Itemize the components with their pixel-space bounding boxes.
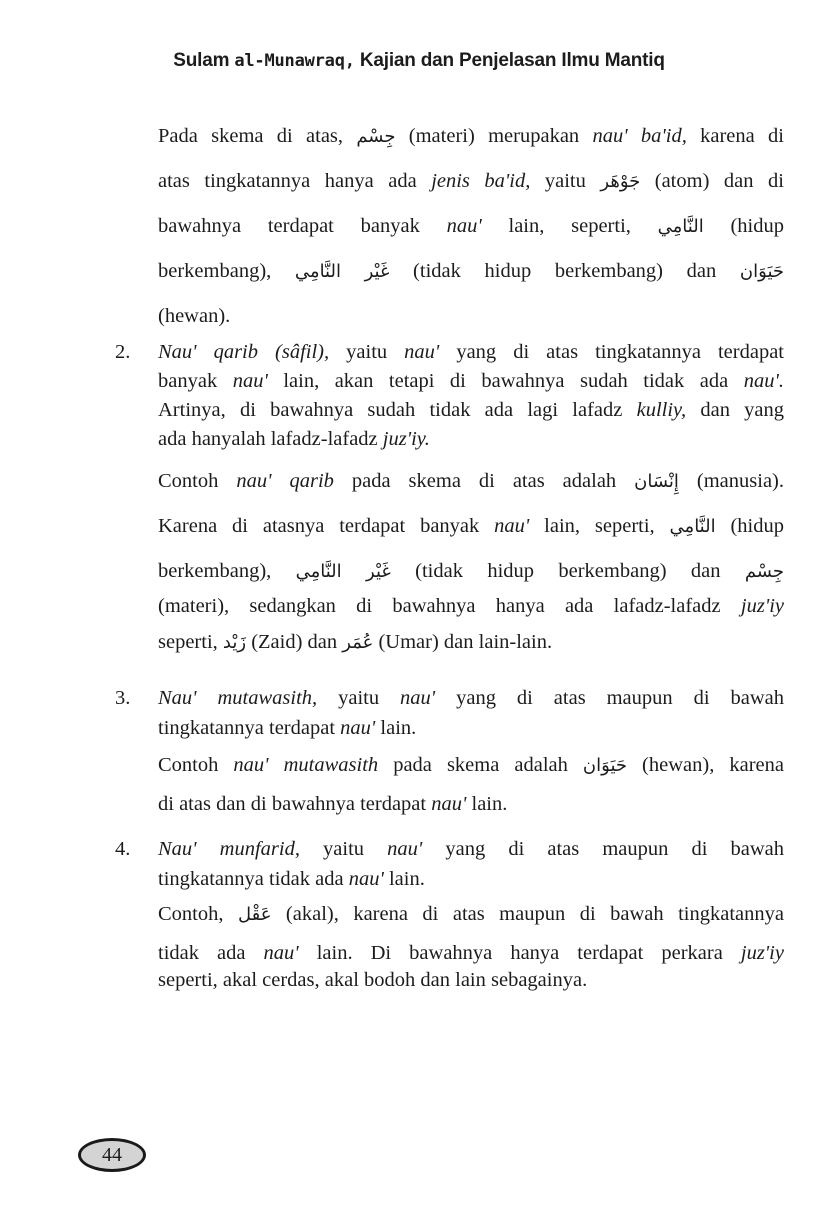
list-item-nau-mutawasith-example: Contoh nau' mutawasith pada skema adalah حَيَوَان (hewan), karena di atas dan di bawahnya terdapat nau' lain. [158, 754, 785, 815]
p1-line: atas tingkatannya hanya ada jenis ba'id, yaitu جَوْهَر (atom) dan di [158, 170, 784, 192]
page-number: 44 [78, 1138, 146, 1172]
p1-line: berkembang), النَّامِي غَيْر (tidak hidup berkembang) dan حَيَوَان [158, 260, 784, 282]
list-item-nau-munfarid-example: Contoh, عَقْل (akal), karena di atas maupun di bawah tingkatannya tidak ada nau' lain. Di bawahnya hanya terdapat perkara juz'iy [158, 903, 784, 964]
list-number: 2. [115, 341, 131, 363]
list-item-nau-munfarid-cont: seperti, akal cerdas, akal bodoh dan lain sebagainya. [158, 969, 588, 991]
running-header: Sulam al-Munawraq, Kajian dan Penjelasan Ilmu Mantiq [173, 50, 665, 71]
list-item-nau-munfarid: Nau' munfarid, yaitu nau' yang di atas maupun di bawah tingkatannya tidak ada nau' lain. [158, 838, 784, 890]
p1-line: (hewan). [158, 305, 231, 327]
list-item-nau-qarib-example: Contoh nau' qarib pada skema di atas adalah إِنْسَان (manusia). Karena di atasnya terdapat banyak nau' lain, seperti, النَّامِي (hidup berkembang), النَّامِي غَيْر (tidak hidup berkembang) dan جِسْم [158, 470, 784, 582]
list-number: 3. [115, 687, 131, 709]
list-number: 4. [115, 838, 131, 860]
paragraph-skema [158, 114, 784, 338]
p1-line: Pada skema di atas, جِسْم (materi) merupakan nau' ba'id, karena di [158, 125, 784, 147]
list-item-nau-qarib-cont: (materi), sedangkan di bawahnya hanya ada lafadz-lafadz juz'iy seperti, زَيْد (Zaid) dan عُمَر (Umar) dan lain-lain. [158, 595, 784, 653]
p1-line: bawahnya terdapat banyak nau' lain, seperti, النَّامِي (hidup [158, 215, 784, 237]
list-item-nau-mutawasith: Nau' mutawasith, yaitu nau' yang di atas maupun di bawah tingkatannya terdapat nau' lain. [158, 687, 784, 739]
list-item-nau-qarib: Nau' qarib (sâfil), yaitu nau' yang di atas tingkatannya terdapat banyak nau' lain, akan tetapi di bawahnya sudah tidak ada nau'. Artinya, di bawahnya sudah tidak ada lagi lafadz kulliy, dan yang ada hanyalah lafadz-lafadz juz'iy. [158, 341, 785, 450]
